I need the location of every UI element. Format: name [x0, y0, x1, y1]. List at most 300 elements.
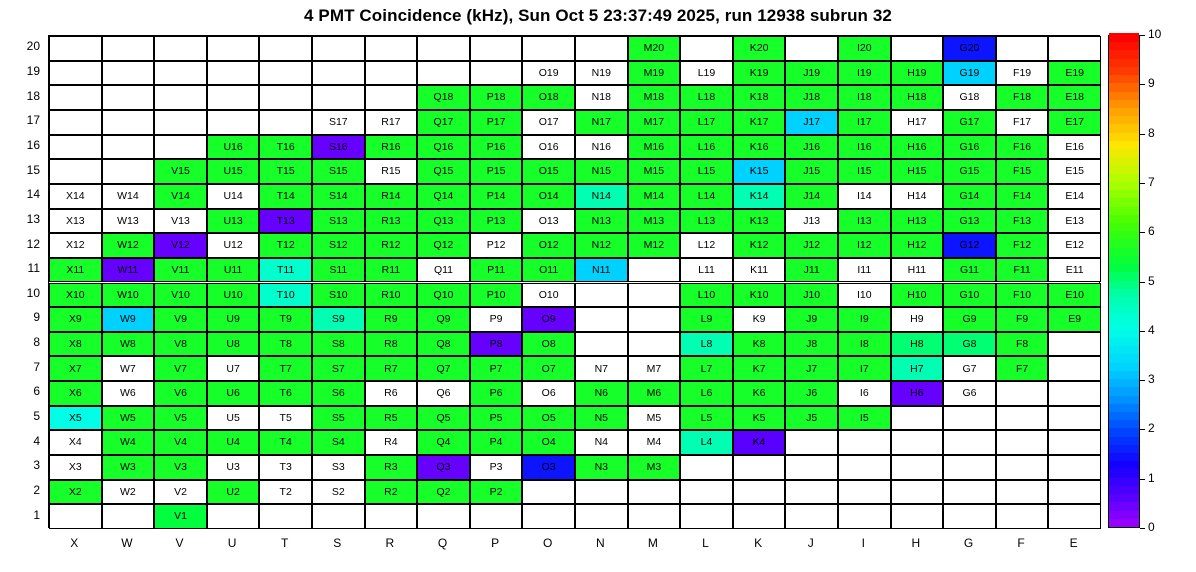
- heatmap-cell: E17: [1048, 110, 1101, 135]
- heatmap-cell: T5: [259, 406, 312, 431]
- heatmap-cell: F17: [996, 110, 1049, 135]
- heatmap-cell: J5: [785, 406, 838, 431]
- heatmap-cell: P7: [470, 356, 523, 381]
- colorbar: [1108, 35, 1140, 528]
- heatmap-cell: [365, 36, 418, 61]
- heatmap-cell: Q16: [417, 135, 470, 160]
- heatmap-cell: F14: [996, 184, 1049, 209]
- y-axis-tick-label: 2: [33, 483, 40, 498]
- colorbar-segment: [1109, 386, 1139, 395]
- heatmap-cell: F7: [996, 356, 1049, 381]
- heatmap-cell: V3: [154, 455, 207, 480]
- colorbar-segment: [1109, 58, 1139, 67]
- heatmap-cell: G12: [943, 233, 996, 258]
- heatmap-cell: [628, 307, 681, 332]
- heatmap-cell: E14: [1048, 184, 1101, 209]
- heatmap-cell: [680, 504, 733, 529]
- heatmap-cell: [1048, 504, 1101, 529]
- heatmap-cell: U9: [207, 307, 260, 332]
- heatmap-cell: E15: [1048, 159, 1101, 184]
- heatmap-cell: N16: [575, 135, 628, 160]
- heatmap-cell: K17: [733, 110, 786, 135]
- heatmap-cell: J13: [785, 209, 838, 234]
- heatmap-cell: S7: [312, 356, 365, 381]
- heatmap-cell: [102, 85, 155, 110]
- heatmap-cell: P6: [470, 381, 523, 406]
- heatmap-cell: [207, 61, 260, 86]
- heatmap-cell: L5: [680, 406, 733, 431]
- colorbar-tick-label: 0: [1148, 520, 1155, 534]
- heatmap-cell: N17: [575, 110, 628, 135]
- colorbar-segment: [1109, 419, 1139, 428]
- heatmap-cell: O5: [522, 406, 575, 431]
- heatmap-cell: [628, 504, 681, 529]
- heatmap-cell: P13: [470, 209, 523, 234]
- heatmap-cell: [102, 110, 155, 135]
- heatmap-cell: [259, 36, 312, 61]
- heatmap-cell: [1048, 332, 1101, 357]
- heatmap-cell: J19: [785, 61, 838, 86]
- heatmap-cell: M15: [628, 159, 681, 184]
- heatmap-cell: R17: [365, 110, 418, 135]
- colorbar-segment: [1109, 321, 1139, 330]
- heatmap-cell: I13: [838, 209, 891, 234]
- heatmap-cell: W3: [102, 455, 155, 480]
- heatmap-cell: J10: [785, 283, 838, 308]
- heatmap-cell: [259, 504, 312, 529]
- heatmap-cell: O12: [522, 233, 575, 258]
- colorbar-tick-label: 1: [1148, 470, 1155, 485]
- heatmap-cell: [891, 455, 944, 480]
- heatmap-cell: Q9: [417, 307, 470, 332]
- heatmap-cell: T3: [259, 455, 312, 480]
- heatmap-cell: K5: [733, 406, 786, 431]
- heatmap-cell: I15: [838, 159, 891, 184]
- heatmap-cell: X13: [49, 209, 102, 234]
- heatmap-cell: J14: [785, 184, 838, 209]
- y-axis-tick-label: 12: [26, 236, 40, 251]
- heatmap-cell: W12: [102, 233, 155, 258]
- x-axis-tick-label: M: [647, 536, 658, 550]
- heatmap-cell: [259, 61, 312, 86]
- heatmap-cell: [628, 480, 681, 505]
- heatmap-cell: [996, 36, 1049, 61]
- heatmap-cell: S3: [312, 455, 365, 480]
- x-axis-tick-label: I: [861, 536, 865, 550]
- heatmap-cell: V4: [154, 430, 207, 455]
- heatmap-cell: [365, 504, 418, 529]
- heatmap-cell: R12: [365, 233, 418, 258]
- heatmap-cell: K18: [733, 85, 786, 110]
- heatmap-cell: [365, 85, 418, 110]
- heatmap-cell: I12: [838, 233, 891, 258]
- heatmap-cell: V10: [154, 283, 207, 308]
- heatmap-cell: [891, 406, 944, 431]
- heatmap-cell: L13: [680, 209, 733, 234]
- heatmap-cell: K19: [733, 61, 786, 86]
- colorbar-tick-mark: [1140, 84, 1145, 85]
- heatmap-cell: H7: [891, 356, 944, 381]
- heatmap-cell: I9: [838, 307, 891, 332]
- colorbar-segment: [1109, 173, 1139, 182]
- heatmap-cell: [102, 61, 155, 86]
- heatmap-cell: N3: [575, 455, 628, 480]
- heatmap-cell: U2: [207, 480, 260, 505]
- x-axis-tick-label: R: [385, 536, 395, 550]
- heatmap-cell: K13: [733, 209, 786, 234]
- heatmap-cell: L16: [680, 135, 733, 160]
- heatmap-cell: V5: [154, 406, 207, 431]
- heatmap-cell: W6: [102, 381, 155, 406]
- colorbar-segment: [1109, 271, 1139, 280]
- y-axis-tick-label: 15: [26, 162, 40, 177]
- colorbar-segment: [1109, 140, 1139, 149]
- colorbar-segment: [1109, 222, 1139, 231]
- x-axis-tick-label: W: [121, 536, 133, 550]
- heatmap-cell: [575, 36, 628, 61]
- heatmap-cell: S12: [312, 233, 365, 258]
- heatmap-cell: R8: [365, 332, 418, 357]
- heatmap-cell: G7: [943, 356, 996, 381]
- colorbar-segment: [1109, 148, 1139, 157]
- colorbar-segment: [1109, 123, 1139, 132]
- heatmap-cell: W7: [102, 356, 155, 381]
- heatmap-cell: [838, 480, 891, 505]
- colorbar-tick-label: 9: [1148, 76, 1155, 91]
- heatmap-cell: P18: [470, 85, 523, 110]
- heatmap-cell: X3: [49, 455, 102, 480]
- heatmap-cell: G8: [943, 332, 996, 357]
- heatmap-cell: W5: [102, 406, 155, 431]
- heatmap-cell: I7: [838, 356, 891, 381]
- heatmap-cell: T8: [259, 332, 312, 357]
- colorbar-tick-mark: [1140, 380, 1145, 381]
- heatmap-cell: U16: [207, 135, 260, 160]
- heatmap-cell: I8: [838, 332, 891, 357]
- heatmap-cell: V6: [154, 381, 207, 406]
- heatmap-cell: [996, 480, 1049, 505]
- y-axis-tick-label: 11: [27, 261, 40, 276]
- heatmap-cell: P9: [470, 307, 523, 332]
- heatmap-cell: [943, 504, 996, 529]
- colorbar-segment: [1109, 469, 1139, 478]
- heatmap-cell: [522, 480, 575, 505]
- colorbar-segment: [1109, 493, 1139, 502]
- colorbar-segment: [1109, 436, 1139, 445]
- x-axis-tick-label: H: [911, 536, 921, 550]
- colorbar-segment: [1109, 518, 1139, 527]
- heatmap-cell: J17: [785, 110, 838, 135]
- heatmap-cell: O9: [522, 307, 575, 332]
- heatmap-cell: [943, 455, 996, 480]
- heatmap-cell: [943, 406, 996, 431]
- heatmap-cell: J11: [785, 258, 838, 283]
- heatmap-cell: T6: [259, 381, 312, 406]
- heatmap-cell: R4: [365, 430, 418, 455]
- heatmap-cell: J8: [785, 332, 838, 357]
- y-axis-tick-label: 9: [33, 310, 40, 325]
- heatmap-cell: S8: [312, 332, 365, 357]
- heatmap-cell: G17: [943, 110, 996, 135]
- heatmap-cell: S16: [312, 135, 365, 160]
- heatmap-cell: S11: [312, 258, 365, 283]
- heatmap-cell: Q10: [417, 283, 470, 308]
- heatmap-cell: [575, 480, 628, 505]
- heatmap-cell: T14: [259, 184, 312, 209]
- heatmap-cell: [575, 332, 628, 357]
- heatmap-cell: L10: [680, 283, 733, 308]
- colorbar-tick-mark: [1140, 232, 1145, 233]
- heatmap-cell: T4: [259, 430, 312, 455]
- x-axis-tick-label: O: [543, 536, 553, 550]
- heatmap-cell: T2: [259, 480, 312, 505]
- colorbar-segment: [1109, 189, 1139, 198]
- heatmap-cell: F9: [996, 307, 1049, 332]
- heatmap-cell: S15: [312, 159, 365, 184]
- heatmap-cell: [417, 61, 470, 86]
- heatmap-cell: X7: [49, 356, 102, 381]
- heatmap-cell: [628, 258, 681, 283]
- heatmap-cell: J15: [785, 159, 838, 184]
- heatmap-cell: Q4: [417, 430, 470, 455]
- heatmap-cell: R13: [365, 209, 418, 234]
- colorbar-tick-label: 5: [1148, 273, 1155, 288]
- x-axis-tick-label: V: [175, 536, 184, 550]
- heatmap-cell: W13: [102, 209, 155, 234]
- colorbar-segment: [1109, 164, 1139, 173]
- heatmap-cell: [1048, 480, 1101, 505]
- colorbar-segment: [1109, 485, 1139, 494]
- x-axis-tick-label: U: [227, 536, 237, 550]
- heatmap-cell: N5: [575, 406, 628, 431]
- heatmap-cell: [49, 110, 102, 135]
- heatmap-cell: E9: [1048, 307, 1101, 332]
- heatmap-cell: P10: [470, 283, 523, 308]
- heatmap-cell: G13: [943, 209, 996, 234]
- y-axis-tick-label: 19: [26, 63, 40, 78]
- heatmap-cell: P2: [470, 480, 523, 505]
- heatmap-cell: K20: [733, 36, 786, 61]
- heatmap-cell: [838, 504, 891, 529]
- heatmap-cell: X8: [49, 332, 102, 357]
- colorbar-tick-mark: [1140, 331, 1145, 332]
- heatmap-cell: J6: [785, 381, 838, 406]
- heatmap-cell: [49, 135, 102, 160]
- x-axis-tick-label: P: [491, 536, 500, 550]
- heatmap-cell: E16: [1048, 135, 1101, 160]
- y-axis-tick-label: 13: [26, 211, 40, 226]
- heatmap-cell: Q7: [417, 356, 470, 381]
- heatmap-cell: G11: [943, 258, 996, 283]
- heatmap-cell: [259, 110, 312, 135]
- heatmap-cell: T13: [259, 209, 312, 234]
- heatmap-cell: W14: [102, 184, 155, 209]
- colorbar-tick-mark: [1140, 528, 1145, 529]
- heatmap-cell: L6: [680, 381, 733, 406]
- heatmap-cell: L15: [680, 159, 733, 184]
- y-axis-tick-label: 10: [26, 285, 40, 300]
- colorbar-segment: [1109, 329, 1139, 338]
- heatmap-cell: V2: [154, 480, 207, 505]
- heatmap-cell: H10: [891, 283, 944, 308]
- x-axis-tick-label: N: [595, 536, 605, 550]
- heatmap-cell: P16: [470, 135, 523, 160]
- heatmap-cell: U12: [207, 233, 260, 258]
- heatmap-cell: R14: [365, 184, 418, 209]
- heatmap-cell: V1: [154, 504, 207, 529]
- heatmap-cell: R2: [365, 480, 418, 505]
- heatmap-cell: [996, 504, 1049, 529]
- heatmap-cell: V14: [154, 184, 207, 209]
- heatmap-cell: F12: [996, 233, 1049, 258]
- heatmap-cell: P11: [470, 258, 523, 283]
- heatmap-cell: [838, 430, 891, 455]
- heatmap-cell: [943, 480, 996, 505]
- x-axis-tick-label: S: [333, 536, 342, 550]
- heatmap-cell: G15: [943, 159, 996, 184]
- heatmap-cell: X5: [49, 406, 102, 431]
- heatmap-cell: [102, 504, 155, 529]
- heatmap-cell: T9: [259, 307, 312, 332]
- heatmap-cell: M16: [628, 135, 681, 160]
- colorbar-tick-mark: [1140, 282, 1145, 283]
- heatmap-cell: K16: [733, 135, 786, 160]
- heatmap-cell: V11: [154, 258, 207, 283]
- heatmap-cell: [312, 504, 365, 529]
- heatmap-cell: N14: [575, 184, 628, 209]
- heatmap-cell: [470, 504, 523, 529]
- heatmap-cell: [628, 283, 681, 308]
- heatmap-cell: U15: [207, 159, 260, 184]
- heatmap-cell: [891, 430, 944, 455]
- heatmap-cell: O17: [522, 110, 575, 135]
- heatmap-cell: I18: [838, 85, 891, 110]
- heatmap-cell: H18: [891, 85, 944, 110]
- heatmap-cell: [1048, 406, 1101, 431]
- colorbar-tick-mark: [1140, 183, 1145, 184]
- heatmap-cell: P5: [470, 406, 523, 431]
- heatmap-cell: Q6: [417, 381, 470, 406]
- colorbar-segment: [1109, 99, 1139, 108]
- heatmap-cell: G14: [943, 184, 996, 209]
- heatmap-cell: [1048, 455, 1101, 480]
- heatmap-cell: N7: [575, 356, 628, 381]
- heatmap-cell: E19: [1048, 61, 1101, 86]
- colorbar-segment: [1109, 197, 1139, 206]
- heatmap-cell: O18: [522, 85, 575, 110]
- colorbar-segment: [1109, 312, 1139, 321]
- heatmap-cell: [838, 455, 891, 480]
- heatmap-cell: M13: [628, 209, 681, 234]
- y-axis-tick-label: 3: [33, 458, 40, 473]
- heatmap-cell: H14: [891, 184, 944, 209]
- heatmap-cell: O7: [522, 356, 575, 381]
- heatmap-cell: Q15: [417, 159, 470, 184]
- heatmap-cell: [522, 504, 575, 529]
- heatmap-cell: U8: [207, 332, 260, 357]
- heatmap-cell: I19: [838, 61, 891, 86]
- heatmap-cell: M19: [628, 61, 681, 86]
- heatmap-cell: X12: [49, 233, 102, 258]
- colorbar-segment: [1109, 230, 1139, 239]
- heatmap-cell: W8: [102, 332, 155, 357]
- heatmap-cell: N4: [575, 430, 628, 455]
- heatmap-cell: V8: [154, 332, 207, 357]
- heatmap-cell: Q11: [417, 258, 470, 283]
- heatmap-cell: H13: [891, 209, 944, 234]
- heatmap-cell: [575, 504, 628, 529]
- heatmap-cell: X14: [49, 184, 102, 209]
- heatmap-cell: P15: [470, 159, 523, 184]
- heatmap-cell: F8: [996, 332, 1049, 357]
- heatmap-cell: I5: [838, 406, 891, 431]
- heatmap-cell: S14: [312, 184, 365, 209]
- heatmap-cell: H11: [891, 258, 944, 283]
- x-axis-tick-label: F: [1017, 536, 1025, 550]
- heatmap-cell: M7: [628, 356, 681, 381]
- heatmap-cell: U13: [207, 209, 260, 234]
- heatmap-cell: N12: [575, 233, 628, 258]
- heatmap-cell: T15: [259, 159, 312, 184]
- heatmap-cell: S6: [312, 381, 365, 406]
- heatmap-cell: X6: [49, 381, 102, 406]
- heatmap-cell: X11: [49, 258, 102, 283]
- heatmap-cell: M17: [628, 110, 681, 135]
- heatmap-cell: F18: [996, 85, 1049, 110]
- colorbar-segment: [1109, 74, 1139, 83]
- heatmap-cell: [365, 61, 418, 86]
- heatmap-cell: I20: [838, 36, 891, 61]
- y-axis-tick-label: 18: [26, 88, 40, 103]
- colorbar-tick-label: 3: [1148, 372, 1155, 387]
- heatmap-cell: K9: [733, 307, 786, 332]
- heatmap-cell: X9: [49, 307, 102, 332]
- heatmap-cell: M3: [628, 455, 681, 480]
- heatmap-cell: X2: [49, 480, 102, 505]
- colorbar-tick-mark: [1140, 429, 1145, 430]
- heatmap-cell: G9: [943, 307, 996, 332]
- colorbar-segment: [1109, 362, 1139, 371]
- heatmap-cell: [996, 406, 1049, 431]
- heatmap-cell: [102, 36, 155, 61]
- heatmap-cell: J9: [785, 307, 838, 332]
- heatmap-cell: Q5: [417, 406, 470, 431]
- heatmap-cell: O10: [522, 283, 575, 308]
- heatmap-cell: [207, 504, 260, 529]
- heatmap-cell: K8: [733, 332, 786, 357]
- y-axis-tick-label: 16: [26, 137, 40, 152]
- y-axis-tick-label: 14: [26, 187, 40, 202]
- heatmap-cell: H15: [891, 159, 944, 184]
- heatmap-cell: I11: [838, 258, 891, 283]
- heatmap-cell: E11: [1048, 258, 1101, 283]
- colorbar-segment: [1109, 411, 1139, 420]
- heatmap-cell: E10: [1048, 283, 1101, 308]
- heatmap-cell: M18: [628, 85, 681, 110]
- x-axis-tick-label: E: [1069, 536, 1078, 550]
- colorbar-segment: [1109, 460, 1139, 469]
- heatmap-cell: K12: [733, 233, 786, 258]
- colorbar-segment: [1109, 501, 1139, 510]
- heatmap-cell: [1048, 381, 1101, 406]
- heatmap-cell: [785, 36, 838, 61]
- heatmap-cell: T16: [259, 135, 312, 160]
- heatmap-cell: R11: [365, 258, 418, 283]
- x-axis-tick-label: G: [963, 536, 974, 550]
- heatmap-cell: M20: [628, 36, 681, 61]
- heatmap-cell: X10: [49, 283, 102, 308]
- heatmap-cell: U6: [207, 381, 260, 406]
